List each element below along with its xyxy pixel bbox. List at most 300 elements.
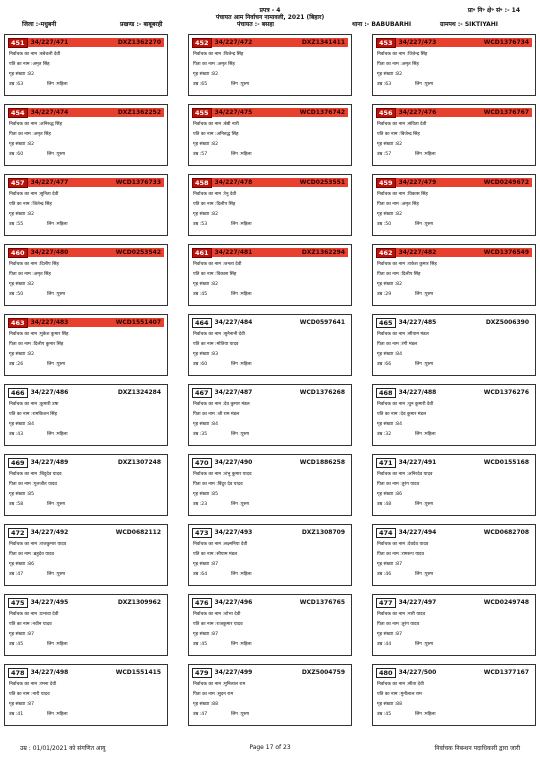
voter-name: निर्वाचक का नाम :नारी यादव [377,612,426,617]
house-number: गृह संख्या :84 [9,422,34,427]
house-number: गृह संख्या :87 [377,562,402,567]
voter-card-header [376,318,532,327]
relation-name: पति का नाम :नारी यादव [9,692,50,697]
voter-card [4,314,168,376]
voter-name: निर्वाचक का नाम :मुकेश कुमार सिंह [9,332,69,337]
relation-name: पिता का नाम :ब्रहुदेव यादव [9,552,55,557]
age-value: 45 [385,712,392,717]
house-number: गृह संख्या :82 [9,282,34,287]
house-code: 34/227/496 [214,599,253,606]
block-label: प्रखण्ड :- बाबूबरही [120,21,163,28]
age-label: उम्र : [9,222,18,227]
age-label: उम्र : [193,432,202,437]
age-label: उम्र : [9,152,18,157]
voter-name: निर्वाचक का नाम :देवदेव यादव [377,542,429,547]
gender-line [47,431,68,437]
gender-value: पुरुष [56,362,65,367]
location-bar [22,20,520,29]
gender-label: लिंग : [415,362,425,367]
voter-name: निर्वाचक का नाम :राजकुमार यादव [9,542,67,547]
gender-value: महिला [424,712,436,717]
gender-value: महिला [56,432,68,437]
voter-card [372,384,536,446]
voter-name: निर्वाचक का नाम :देव कुमार मंडल [193,402,250,407]
age-label: उम्र : [193,712,202,717]
relation-name: पिता का नाम :अमृत सिंह [9,272,51,277]
gender-line [231,571,252,577]
gender-line [47,501,65,507]
house-code: 34/227/498 [30,669,69,676]
voter-id: WCD1377167 [483,669,529,676]
serial-number: 458 [192,178,212,188]
gender-label: लिंग : [47,642,57,647]
gender-value: महिला [424,432,436,437]
voter-name: निर्वाचक का नाम :अनिरुद्ध सिंह [9,122,62,127]
age-value: 45 [17,642,24,647]
age-label: उम्र : [9,642,18,647]
gender-value: पुरुष [424,362,433,367]
voter-card-header [376,38,532,47]
age-value: 44 [385,642,392,647]
house-code: 34/227/476 [398,109,437,116]
gender-value: पुरुष [240,82,249,87]
voter-id: WCD1376765 [299,599,345,606]
voter-card-header [8,38,164,47]
voter-name: निर्वाचक का नाम :बिजेन्द्र सिंह [193,52,244,57]
gender-line [415,151,436,157]
house-number: गृह संख्या :82 [377,212,402,217]
voter-card [4,104,168,166]
house-number: गृह संख्या :82 [9,212,34,217]
age-value: 55 [17,222,24,227]
house-number: गृह संख्या :82 [9,352,34,357]
police-station-label: थाना :- BABUBARHI [352,21,412,28]
voter-id: DXZ5006390 [485,319,529,326]
voter-card-header [8,248,164,257]
voter-card-header [8,388,164,397]
voter-card-grid [4,34,536,734]
relation-name: पति का नाम :नवीन यादव [9,622,52,627]
voter-card [372,664,536,726]
voter-id: WCD1551415 [115,669,161,676]
voter-card-row [4,664,536,728]
voter-id: WCD1376742 [299,109,345,116]
age-value: 45 [201,642,208,647]
serial-number: 468 [376,388,396,398]
gender-label: लिंग : [47,222,57,227]
serial-number: 452 [192,38,212,48]
relation-name: पति का नाम :रामकिशन सिंह [9,412,57,417]
age-value: 60 [17,152,24,157]
age-label: उम्र : [377,572,386,577]
voter-card-row [4,594,536,658]
voter-card [4,664,168,726]
age-line [193,291,207,297]
house-code: 34/227/491 [398,459,437,466]
voter-name: निर्वाचक का नाम :रमना देवी [9,682,57,687]
serial-number: 459 [376,178,396,188]
gender-line [415,81,433,87]
panchayat-label: पंचायत :- बसहा [237,21,274,28]
footer-issued-by: निर्वाचक निबन्धन पदाधिकारी द्वारा जारी [434,745,520,752]
age-line [9,641,23,647]
voter-card [4,244,168,306]
voter-id: WCD1376276 [483,389,529,396]
voter-card-header [376,108,532,117]
age-label: उम्र : [9,82,18,87]
voter-name: निर्वाचक का नाम :सीता देवी [377,682,424,687]
age-label: उम्र : [9,362,18,367]
age-value: 23 [201,502,208,507]
house-number: गृह संख्या :85 [9,492,34,497]
relation-name: पति का नाम :अनिरुद्ध सिंह [193,132,239,137]
house-number: गृह संख्या :87 [9,632,34,637]
gender-value: पुरुष [240,432,249,437]
voter-card-header [192,388,348,397]
serial-number: 455 [192,108,212,118]
age-label: उम्र : [193,82,202,87]
relation-name: पिता का नाम :तुरंग यादव [377,622,420,627]
age-value: 66 [385,362,392,367]
age-value: 26 [17,362,24,367]
gender-label: लिंग : [47,152,57,157]
house-code: 34/227/481 [214,249,253,256]
voter-card [372,34,536,96]
voter-card [4,524,168,586]
age-label: उम्र : [193,502,202,507]
voter-name: निर्वाचक का नाम :बिंदुदेव यादव [9,472,62,477]
gender-label: लिंग : [231,572,241,577]
age-line [377,81,391,87]
voter-name: निर्वाचक का नाम :विकास सिंह [377,192,428,197]
house-code: 34/227/500 [398,669,437,676]
voter-name: निर्वाचक का नाम :दिलीप सिंह [9,262,59,267]
voter-card-header [192,318,348,327]
voter-card [372,594,536,656]
voter-name: निर्वाचक का नाम :कुमारी उषा [9,402,59,407]
gender-line [415,641,433,647]
gender-label: लिंग : [415,502,425,507]
house-number: गृह संख्या :82 [193,212,218,217]
gender-label: लिंग : [231,152,241,157]
gender-value: महिला [56,82,68,87]
house-code: 34/227/490 [214,459,253,466]
gender-line [231,221,252,227]
voter-card-header [376,458,532,467]
gender-line [231,641,252,647]
age-label: उम्र : [377,292,386,297]
gender-label: लिंग : [415,572,425,577]
gender-line [231,711,249,717]
relation-name: पिता का नाम :गुलजीत यादव [9,482,57,487]
gender-label: लिंग : [231,432,241,437]
voter-name: निर्वाचक का नाम :प्रभावा देवी [9,612,59,617]
district-label: जिला :-मधुबनी [22,21,57,28]
gender-value: महिला [56,222,68,227]
serial-number: 461 [192,248,212,258]
voter-id: WCD0249672 [483,179,529,186]
house-number: गृह संख्या :82 [9,142,34,147]
gender-label: लिंग : [415,292,425,297]
house-code: 34/227/472 [214,39,253,46]
page-number: Page 17 of 23 [249,744,291,751]
voter-card-header [376,388,532,397]
age-value: 35 [201,432,208,437]
age-label: उम्र : [377,82,386,87]
voter-name: निर्वाचक का नाम :बबेचली देवी [9,52,61,57]
voter-name: निर्वाचक का नाम :जितेन्द्र सिंह [377,52,428,57]
gender-value: पुरुष [240,712,249,717]
voter-card-row [4,454,536,518]
voter-card-header [8,528,164,537]
house-code: 34/227/474 [30,109,69,116]
voter-name: निर्वाचक का नाम :अनिरदेव यादव [377,472,433,477]
age-value: 47 [201,712,208,717]
age-label: उम्र : [377,222,386,227]
age-label: उम्र : [377,712,386,717]
gender-value: पुरुष [240,502,249,507]
age-label: उम्र : [377,152,386,157]
house-code: 34/227/484 [214,319,253,326]
house-number: गृह संख्या :85 [193,492,218,497]
relation-name: पिता का नाम :बिंदुर देव यादव [193,482,243,487]
gender-line [231,81,249,87]
house-number: गृह संख्या :88 [193,702,218,707]
voter-card-row [4,244,536,308]
gender-label: लिंग : [231,502,241,507]
gender-label: लिंग : [415,432,425,437]
gender-value: पुरुष [424,502,433,507]
gender-line [47,641,68,647]
age-label: उम्र : [193,572,202,577]
relation-name: पति का नाम :दिलीप सिंह [193,202,236,207]
house-number: गृह संख्या :82 [193,142,218,147]
gender-line [415,571,433,577]
gender-label: लिंग : [47,712,57,717]
voter-card [372,104,536,166]
voter-id: DXZ1362294 [301,249,345,256]
age-line [9,571,23,577]
gender-value: महिला [240,642,252,647]
relation-name: पति का नाम :देव कुमार मंडल [377,412,427,417]
age-value: 29 [385,292,392,297]
voter-name: निर्वाचक का नाम :जनता देवी [193,262,242,267]
voter-card [188,104,352,166]
relation-name: पिता का नाम :तुरंग यादव [377,482,420,487]
gender-value: पुरुष [424,292,433,297]
serial-number: 456 [376,108,396,118]
age-line [193,431,207,437]
age-line [377,431,391,437]
voter-card-header [8,458,164,467]
gender-value: पुरुष [424,222,433,227]
house-number: गृह संख्या :82 [9,72,34,77]
voter-card-header [376,248,532,257]
relation-name: पिता का नाम :दिलीप कुमार सिंह [9,342,64,347]
voter-id: DXZ1309962 [117,599,161,606]
age-line [193,641,207,647]
relation-name: पति का नाम :जितेन्द्र सिंह [9,202,52,207]
gender-label: लिंग : [47,292,57,297]
age-value: 46 [385,572,392,577]
voter-id: WCD1886258 [299,459,345,466]
gender-line [231,151,252,157]
gender-value: महिला [240,152,252,157]
house-code: 34/227/489 [30,459,69,466]
age-label: उम्र : [193,642,202,647]
gender-line [231,291,252,297]
serial-number: 472 [8,528,28,538]
house-number: गृह संख्या :82 [377,72,402,77]
age-value: 63 [17,82,24,87]
serial-number: 477 [376,598,396,608]
age-value: 45 [201,292,208,297]
age-line [9,361,23,367]
voter-card [372,244,536,306]
serial-number: 476 [192,598,212,608]
gender-label: लिंग : [415,642,425,647]
age-value: 53 [201,222,208,227]
gender-value: महिला [240,572,252,577]
voter-id: DXZ1362252 [117,109,161,116]
gender-label: लिंग : [415,82,425,87]
house-number: गृह संख्या :86 [377,492,402,497]
serial-number: 478 [8,668,28,678]
house-number: गृह संख्या :84 [377,422,402,427]
gender-value: पुरुष [56,502,65,507]
age-label: उम्र : [9,502,18,507]
house-code: 34/227/483 [30,319,69,326]
serial-number: 454 [8,108,28,118]
voter-id: WCD1376549 [483,249,529,256]
age-line [377,361,391,367]
voter-name: निर्वाचक का नाम :चुन कुमारी देवी [377,402,434,407]
age-value: 64 [201,572,208,577]
age-line [9,291,23,297]
relation-name: पिता का नाम :अमृत सिंह [377,202,419,207]
voter-card [4,174,168,236]
voter-card-header [192,248,348,257]
voter-card [372,174,536,236]
house-number: गृह संख्या :82 [377,282,402,287]
age-value: 58 [17,502,24,507]
relation-name: पति का नाम :विकास सिंह [193,272,237,277]
voter-name: निर्वाचक का नाम :शंभु कुमार यादव [193,472,252,477]
voter-card-row [4,384,536,448]
form-label: प्रपत्र - 4 [259,7,281,14]
age-value: 41 [17,712,24,717]
gender-label: लिंग : [231,712,241,717]
age-label: उम्र : [9,292,18,297]
gender-value: पुरुष [56,572,65,577]
house-number: गृह संख्या :83 [193,352,218,357]
voter-card [188,594,352,656]
voter-id: WCD0597641 [299,319,345,326]
voter-card [4,34,168,96]
relation-name: पिता का नाम :रंगी मंडल [377,342,418,347]
gender-value: पुरुष [56,292,65,297]
gender-label: लिंग : [47,362,57,367]
voter-card [372,454,536,516]
age-line [193,151,207,157]
age-value: 32 [385,432,392,437]
house-number: गृह संख्या :82 [193,72,218,77]
gender-label: लिंग : [47,502,57,507]
age-value: 50 [17,292,24,297]
house-code: 34/227/479 [398,179,437,186]
gender-label: लिंग : [231,642,241,647]
voter-name: निर्वाचक का नाम :बेबी नारी [193,122,239,127]
gender-value: महिला [56,642,68,647]
age-line [377,221,391,227]
voter-card [188,174,352,236]
gender-value: महिला [240,362,252,367]
voter-card [372,314,536,376]
age-value: 47 [17,572,24,577]
serial-number: 469 [8,458,28,468]
relation-name: पति का नाम :मोतिया यादव [193,342,239,347]
serial-number: 470 [192,458,212,468]
voter-card-header [376,668,532,677]
voter-id: DXZ1307248 [117,459,161,466]
voter-card-header [8,178,164,187]
age-line [193,361,207,367]
age-label: उम्र : [193,292,202,297]
gender-label: लिंग : [415,712,425,717]
voter-card [188,524,352,586]
voter-name: निर्वाचक का नाम :संविता देवी [377,122,427,127]
voter-card [4,594,168,656]
village-label: ग्रामपथ :- SIKTIYAHI [440,21,499,28]
gender-value: पुरुष [424,642,433,647]
serial-number: 462 [376,248,396,258]
relation-name: पिता का नाम :अमृत सिंह [9,132,51,137]
serial-number: 474 [376,528,396,538]
voter-card [372,524,536,586]
age-line [9,151,23,157]
age-label: उम्र : [9,712,18,717]
voter-card-header [376,178,532,187]
voter-card-header [192,458,348,467]
gender-line [47,571,65,577]
gender-value: पुरुष [424,572,433,577]
age-line [193,711,207,717]
age-line [377,711,391,717]
house-code: 34/227/487 [214,389,253,396]
gender-line [47,221,68,227]
voter-name: निर्वाचक का नाम :मुनिलाल राम [193,682,246,687]
relation-name: पति का नाम :बिजेन्द्र सिंह [377,132,420,137]
voter-name: निर्वाचक का नाम :सुनैनानी देवी [193,332,245,337]
gender-line [415,711,436,717]
voter-card [188,664,352,726]
age-label: उम्र : [9,432,18,437]
age-line [377,571,391,577]
relation-name: पिता का नाम :रामरूप यादव [377,552,425,557]
house-code: 34/227/485 [398,319,437,326]
age-label: उम्र : [377,502,386,507]
voter-card [188,34,352,96]
age-line [377,641,391,647]
relation-name: पिता का नाम :अमृत सिंह [193,62,235,67]
gender-label: लिंग : [47,432,57,437]
gender-label: लिंग : [47,572,57,577]
voter-card-header [192,528,348,537]
voter-card-row [4,524,536,588]
voter-card-header [8,668,164,677]
serial-number: 463 [8,318,28,328]
relation-name: पिता का नाम :श्री राम मंडल [193,412,240,417]
